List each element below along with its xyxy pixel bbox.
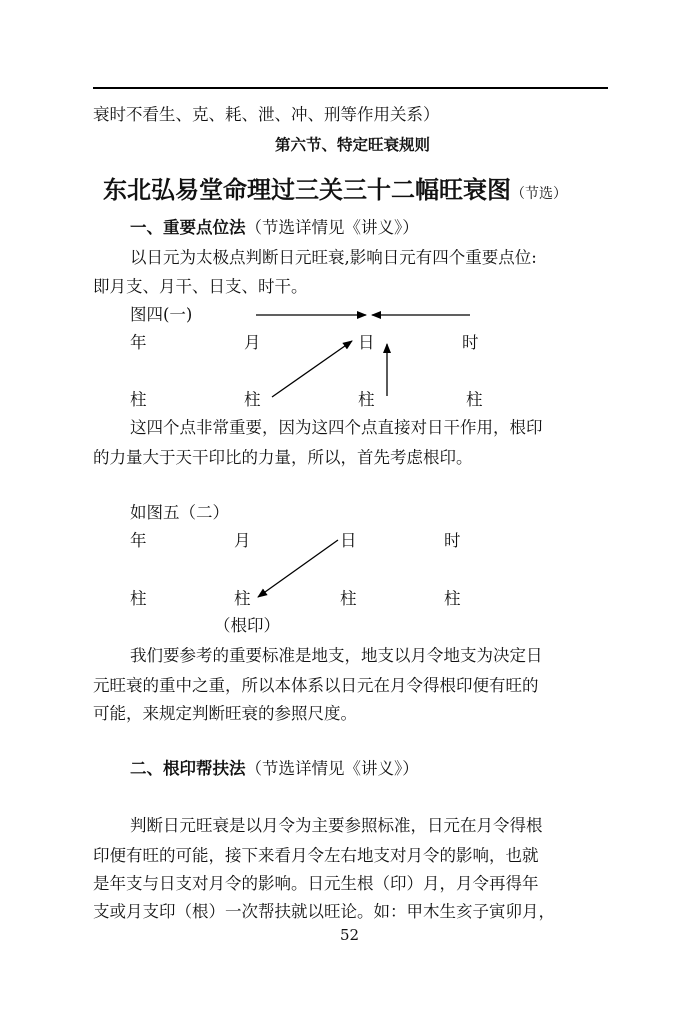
fig1-pillar-month: 柱 bbox=[244, 390, 261, 409]
section-heading: 第六节、特定旺衰规则 bbox=[275, 136, 431, 154]
fig2-year: 年 bbox=[130, 531, 147, 550]
paragraph-line: 是年支与日支对月令的影响。日元生根（印）月，月令再得年 bbox=[93, 874, 539, 893]
fig2-label: 如图五（二） bbox=[130, 503, 229, 522]
fig2-pillar-day: 柱 bbox=[340, 589, 357, 608]
fig1-label: 图四(一) bbox=[130, 305, 193, 324]
paragraph-line: 判断日元旺衰是以月令为主要参照标准，日元在月令得根 bbox=[130, 816, 543, 835]
fig1-month: 月 bbox=[244, 333, 261, 352]
fig1-day: 日 bbox=[358, 333, 375, 352]
fig2-note: （根印） bbox=[214, 616, 280, 635]
paragraph-line: 我们要参考的重要标准是地支，地支以月令地支为决定日 bbox=[130, 646, 543, 665]
fig1-pillar-hour: 柱 bbox=[466, 390, 483, 409]
paragraph-line: 这四个点非常重要，因为这四个点直接对日干作用，根印 bbox=[130, 418, 543, 437]
paragraph-line: 可能，来规定判断旺衰的参照尺度。 bbox=[93, 704, 357, 723]
paragraph-line: 的力量大于天干印比的力量，所以，首先考虑根印。 bbox=[93, 448, 473, 467]
paragraph-line: 即月支、月干、日支、时干。 bbox=[93, 277, 308, 296]
fig1-hour: 时 bbox=[462, 333, 479, 352]
paragraph-line: 支或月支印（根）一次帮扶就以旺论。如：甲木生亥子寅卯月， bbox=[93, 902, 555, 921]
page-number: 52 bbox=[340, 926, 360, 944]
fig2-month: 月 bbox=[234, 531, 251, 550]
fig2-pillar-hour: 柱 bbox=[444, 589, 461, 608]
fig2-pillar-year: 柱 bbox=[130, 589, 147, 608]
fig2-pillar-month: 柱 bbox=[234, 589, 251, 608]
sec2-note: （节选详情见《讲义》） bbox=[245, 759, 419, 778]
paragraph-line: 印便有旺的可能，接下来看月令左右地支对月令的影响，也就 bbox=[93, 846, 539, 865]
fig1-pillar-day: 柱 bbox=[358, 390, 375, 409]
sec1-heading: 一、重要点位法 bbox=[130, 218, 246, 237]
main-title-text: 东北弘易堂命理过三关三十二幅旺衰图 bbox=[103, 176, 511, 204]
sec2-heading: 二、根印帮扶法 bbox=[130, 759, 246, 778]
paragraph-line: 元旺衰的重中之重，所以本体系以日元在月令得根印便有旺的 bbox=[93, 676, 539, 695]
fig2-day: 日 bbox=[340, 531, 357, 550]
paragraph-line: 以日元为太极点判断日元旺衰,影响日元有四个重要点位: bbox=[130, 248, 537, 267]
fig1-year: 年 bbox=[130, 333, 147, 352]
sec1-note: （节选详情见《讲义》） bbox=[245, 218, 419, 237]
fig2-arrow-root bbox=[258, 540, 338, 597]
fig1-pillar-year: 柱 bbox=[130, 390, 147, 409]
sec2-heading-line bbox=[130, 758, 419, 780]
top-line: 衰时不看生、克、耗、泄、冲、刑等作用关系） bbox=[93, 105, 440, 124]
fig2-hour: 时 bbox=[444, 531, 461, 550]
fig1-arrow-month-pillar bbox=[272, 341, 352, 397]
main-title-note: （节选） bbox=[511, 186, 567, 202]
